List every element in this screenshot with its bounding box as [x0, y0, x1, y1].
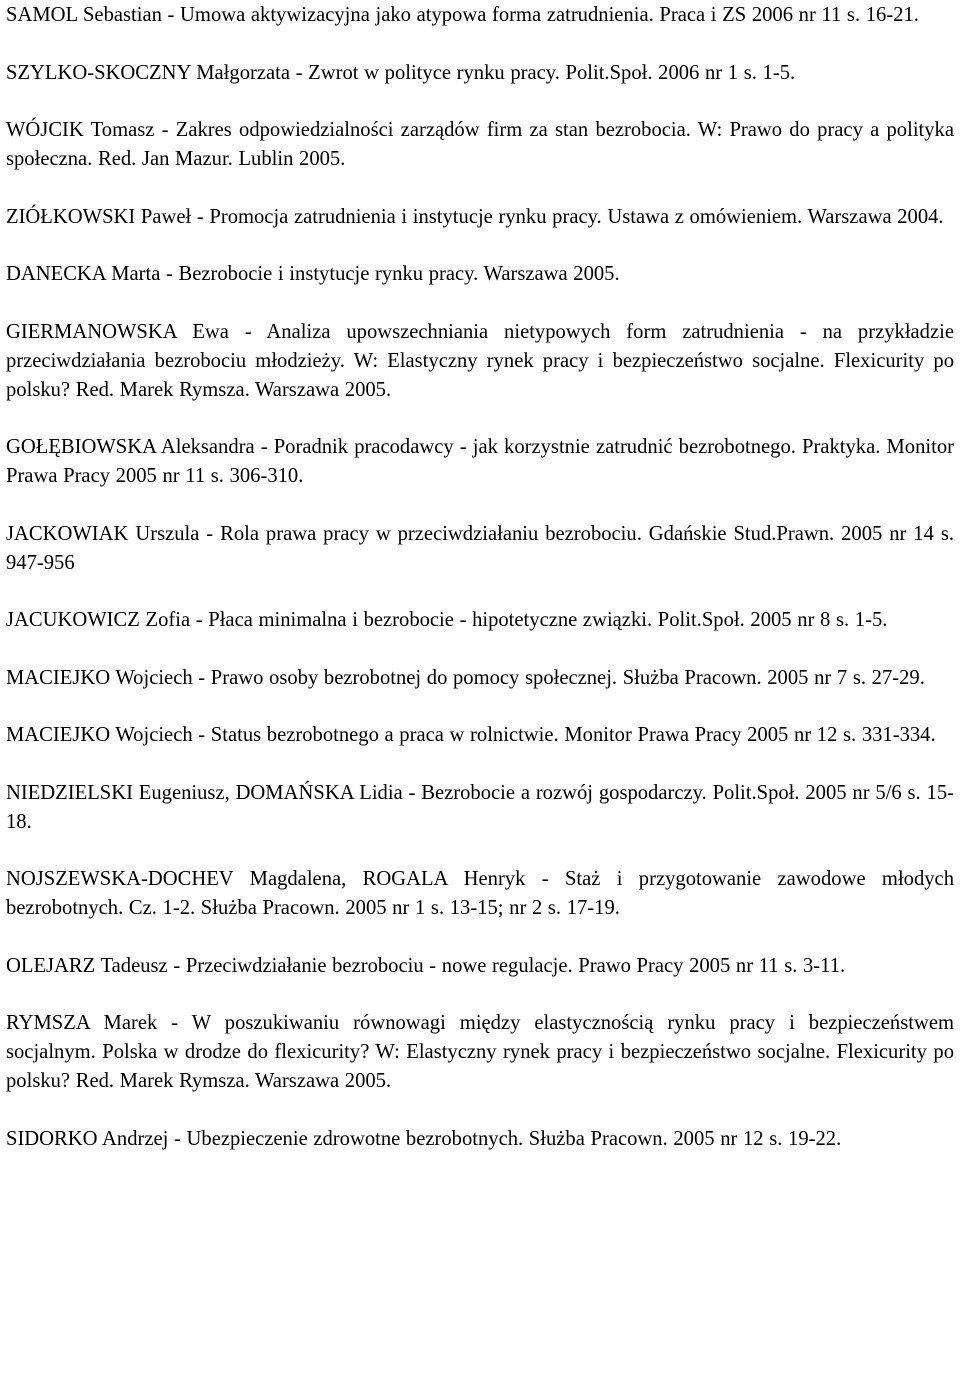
bibliography-entry: JACUKOWICZ Zofia - Płaca minimalna i bezrobocie - hipotetyczne związki. Polit.Społ. 2005 nr 8 s. 1-5.	[6, 609, 888, 631]
bibliography-entry: NOJSZEWSKA-DOCHEV Magdalena, ROGALA Henryk - Staż i przygotowanie zawodowe młodych bezrobotnych. Cz. 1-2. Służba Pracown. 2005 nr 1 s. 13-15; nr 2 s. 17-19.	[6, 868, 954, 919]
bibliography-entry: GIERMANOWSKA Ewa - Analiza upowszechniania nietypowych form zatrudnienia - na przykładzie przeciwdziałania bezrobociu młodzieży. W: Elastyczny rynek pracy i bezpieczeństwo socjalne. Flexicurity po polsku? Red. Marek Rymsza. Warszawa 2005.	[6, 320, 954, 401]
bibliography-entry: MACIEJKO Wojciech - Prawo osoby bezrobotnej do pomocy społecznej. Służba Pracown. 2005 nr 7 s. 27-29.	[6, 666, 925, 689]
bibliography-entry: SIDORKO Andrzej - Ubezpieczenie zdrowotne bezrobotnych. Służba Pracown. 2005 nr 12 s. 19-22.	[6, 1127, 842, 1150]
bibliography-entry: RYMSZA Marek - W poszukiwaniu równowagi między elastycznością rynku pracy i bezpieczeństwem socjalnym. Polska w drodze do flexicurity? W: Elastyczny rynek pracy i bezpieczeństwo socjalne. Flexicurity po polsku? Red. Marek Rymsza. Warszawa 2005.	[6, 1012, 954, 1092]
bibliography-entry: JACKOWIAK Urszula - Rola prawa pracy w przeciwdziałaniu bezrobociu. Gdańskie Stud.Prawn. 2005 nr 14 s. 947-956	[6, 522, 954, 574]
bibliography-entry: GOŁĘBIOWSKA Aleksandra - Poradnik pracodawcy - jak korzystnie zatrudnić bezrobotnego. Praktyka. Monitor Prawa Pracy 2005 nr 11 s. 306-310.	[6, 436, 954, 487]
bibliography-entry: MACIEJKO Wojciech - Status bezrobotnego a praca w rolnictwie. Monitor Prawa Pracy 2005 nr 12 s. 331-334.	[6, 724, 936, 746]
bibliography-entry: NIEDZIELSKI Eugeniusz, DOMAŃSKA Lidia - Bezrobocie a rozwój gospodarczy. Polit.Społ. 2005 nr 5/6 s. 15-18.	[6, 781, 954, 833]
bibliography-entry: ZIÓŁKOWSKI Paweł - Promocja zatrudnienia i instytucje rynku pracy. Ustawa z omówieniem. Warszawa 2004.	[6, 205, 944, 228]
bibliography-entry: DANECKA Marta - Bezrobocie i instytucje rynku pracy. Warszawa 2005.	[6, 263, 620, 285]
bibliography-entry: WÓJCIK Tomasz - Zakres odpowiedzialności zarządów firm za stan bezrobocia. W: Prawo do pracy a polityka społeczna. Red. Jan Mazur. Lublin 2005.	[6, 119, 954, 170]
bibliography-entry: OLEJARZ Tadeusz - Przeciwdziałanie bezrobociu - nowe regulacje. Prawo Pracy 2005 nr 11 s. 3-11.	[6, 954, 846, 977]
bibliography-entry: SZYLKO-SKOCZNY Małgorzata - Zwrot w polityce rynku pracy. Polit.Społ. 2006 nr 1 s. 1-5.	[6, 61, 796, 84]
bibliography-entry: SAMOL Sebastian - Umowa aktywizacyjna jako atypowa forma zatrudnienia. Praca i ZS 2006 nr 11 s. 16-21.	[6, 4, 919, 26]
